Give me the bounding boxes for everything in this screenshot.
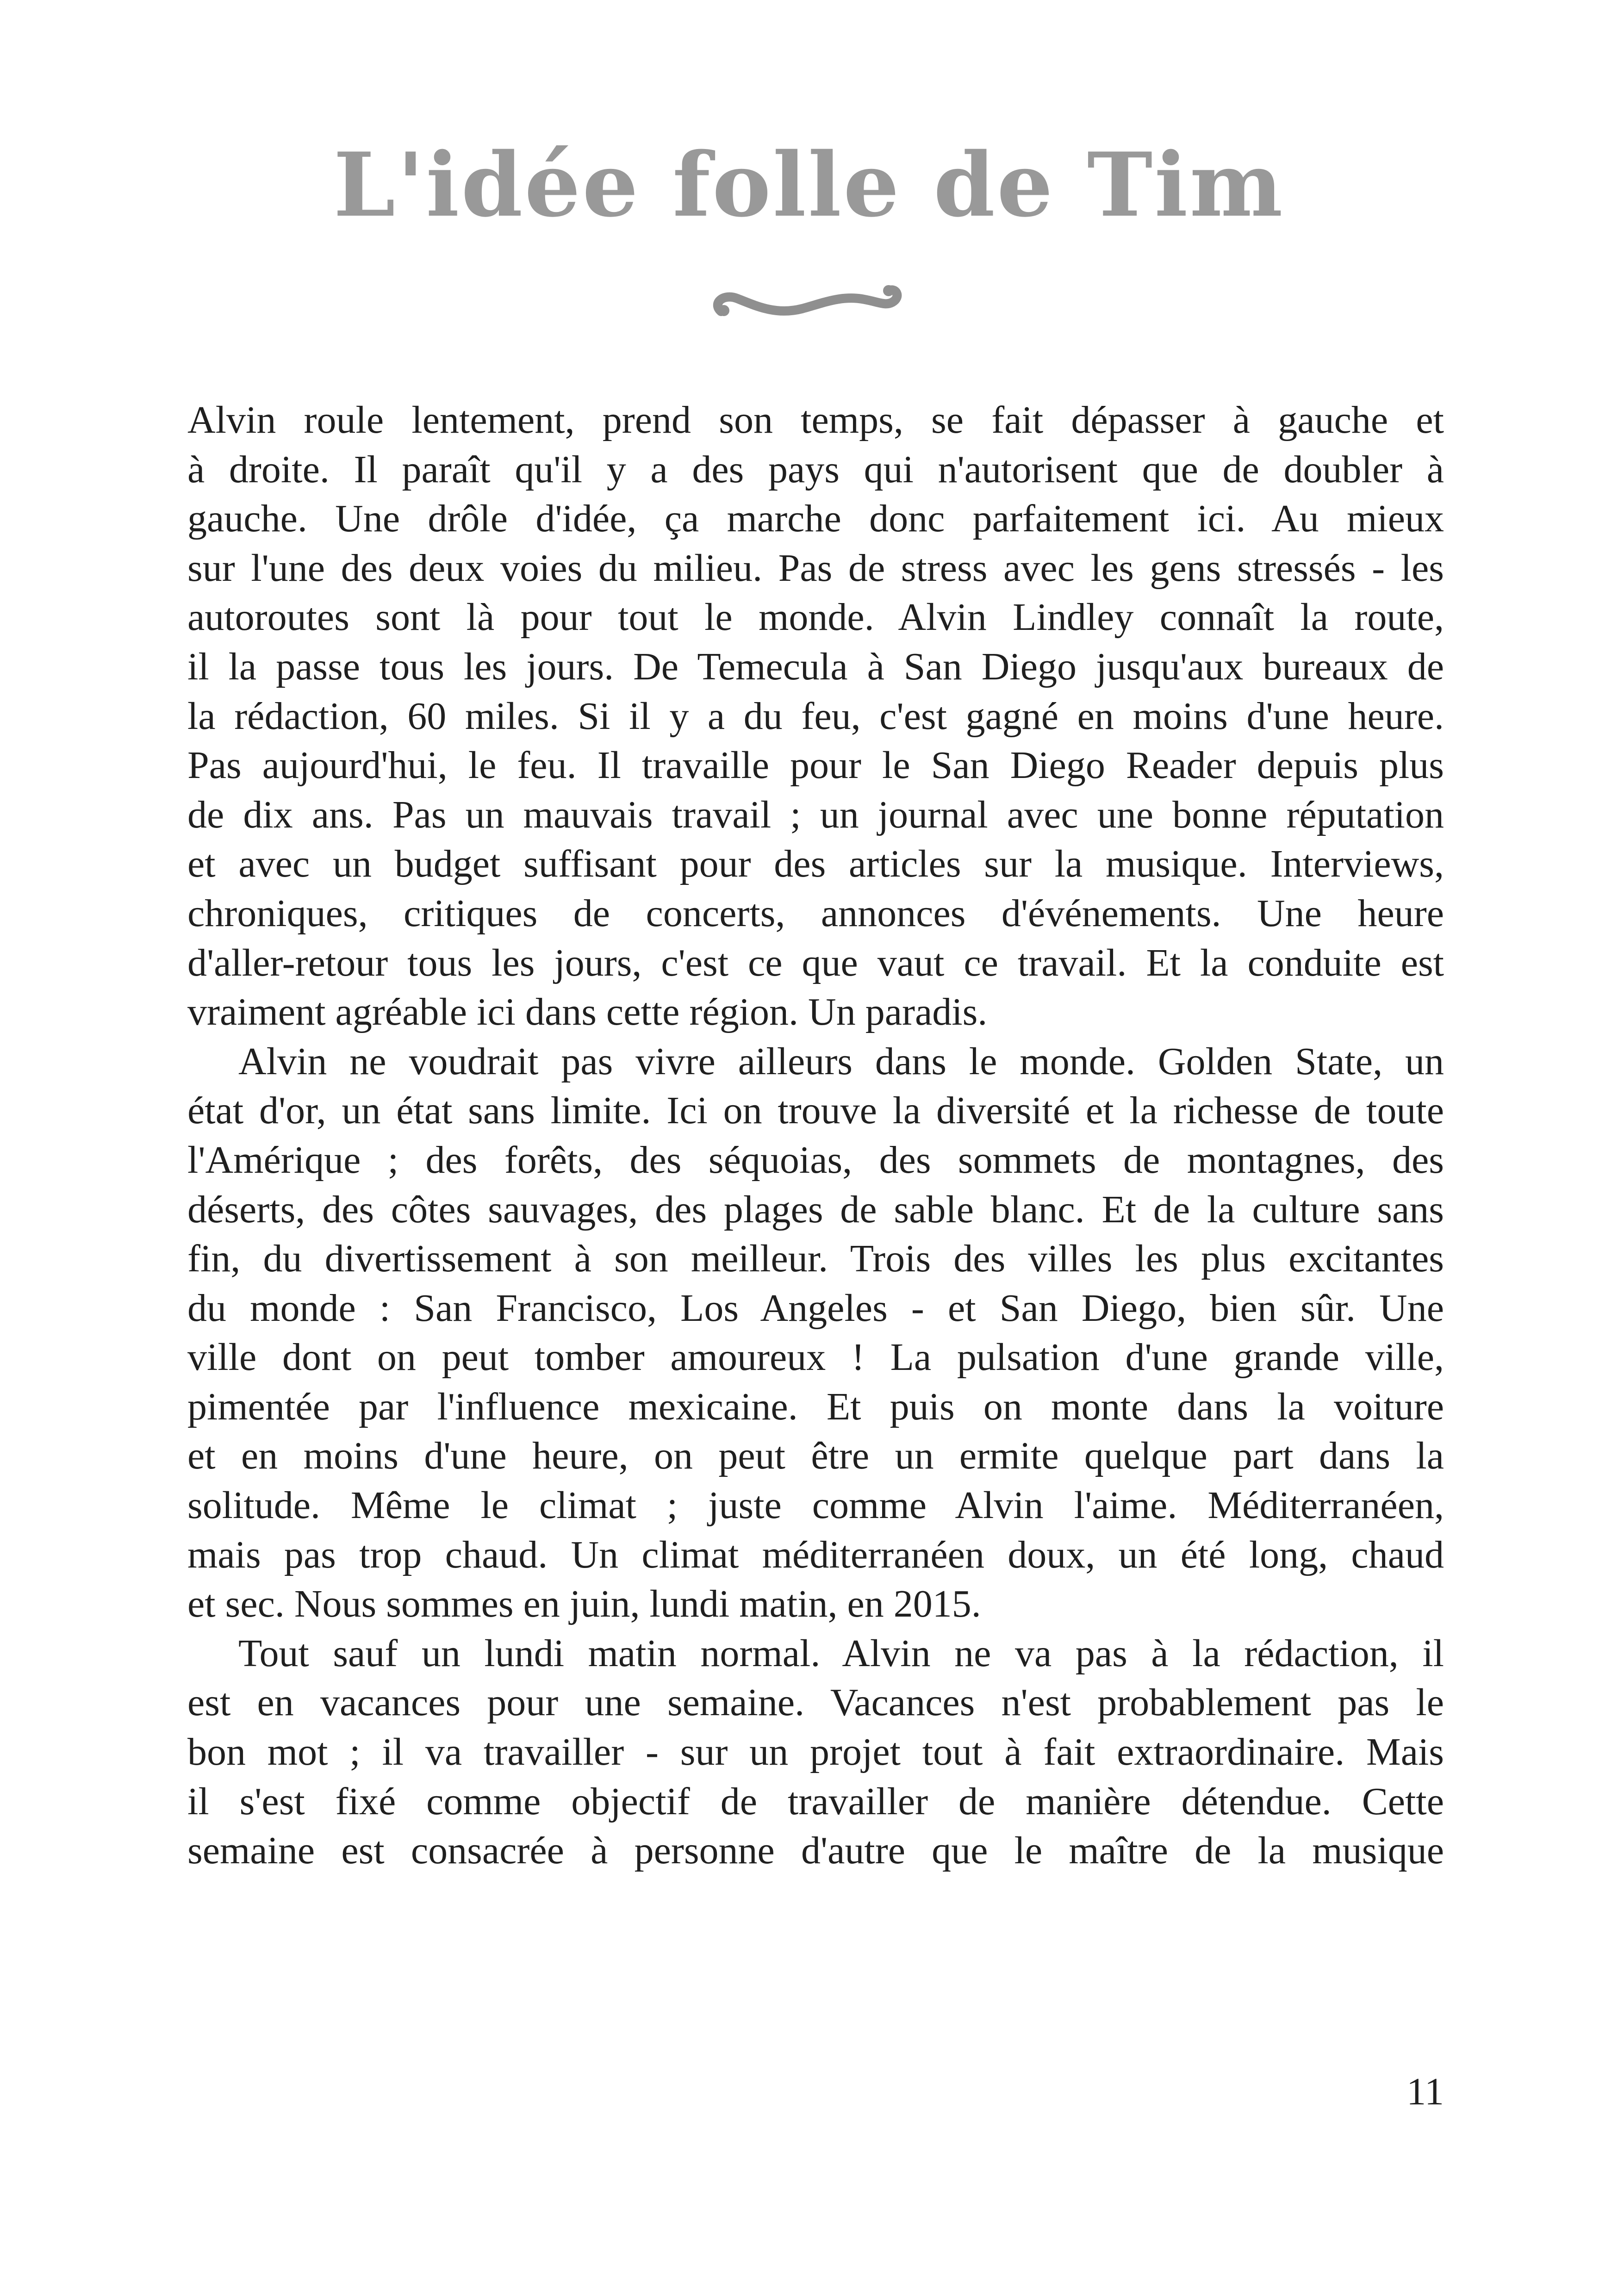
text-line: Alvin roule lentement, prend son temps, se fait dépasser à gauche et xyxy=(187,398,1444,442)
text-line: il la passe tous les jours. De Temecula à San Diego jusqu'aux bureaux de xyxy=(187,645,1444,688)
text-line: et avec un budget suffisant pour des articles sur la musique. Interviews, xyxy=(187,842,1444,886)
text-line: la rédaction, 60 miles. Si il y a du feu, c'est gagné en moins d'une heure. xyxy=(187,694,1444,738)
text-line: état d'or, un état sans limite. Ici on trouve la diversité et la richesse de toute xyxy=(187,1089,1444,1132)
text-line: d'aller-retour tous les jours, c'est ce que vaut ce travail. Et la conduite est xyxy=(187,941,1444,984)
paragraph-1 xyxy=(187,396,1444,1037)
text-line: il s'est fixé comme objectif de travailler de manière détendue. Cette xyxy=(187,1780,1444,1823)
text-line: ville dont on peut tomber amoureux ! La pulsation d'une grande ville, xyxy=(187,1336,1444,1379)
text-line: mais pas trop chaud. Un climat méditerranéen doux, un été long, chaud xyxy=(187,1533,1444,1576)
text-line: est en vacances pour une semaine. Vacances n'est probablement pas le xyxy=(187,1681,1444,1724)
text-line: à droite. Il paraît qu'il y a des pays qui n'autorisent que de doubler à xyxy=(187,448,1444,491)
text-line: pimentée par l'influence mexicaine. Et puis on monte dans la voiture xyxy=(187,1385,1444,1428)
text-line: solitude. Même le climat ; juste comme Alvin l'aime. Méditerranéen, xyxy=(187,1484,1444,1527)
text-line: autoroutes sont là pour tout le monde. Alvin Lindley connaît la route, xyxy=(187,596,1444,639)
swash-ornament-icon xyxy=(707,275,911,326)
paragraph-2 xyxy=(187,1037,1444,1629)
text-line: déserts, des côtes sauvages, des plages de sable blanc. Et de la culture sans xyxy=(187,1188,1444,1231)
text-line: et en moins d'une heure, on peut être un ermite quelque part dans la xyxy=(187,1434,1444,1478)
text-line: gauche. Une drôle d'idée, ça marche donc parfaitement ici. Au mieux xyxy=(187,497,1444,541)
text-line: Pas aujourd'hui, le feu. Il travaille pour le San Diego Reader depuis plus xyxy=(187,744,1444,787)
text-line: semaine est consacrée à personne d'autre que le maître de la musique xyxy=(187,1829,1444,1873)
page-number: 11 xyxy=(1406,2070,1444,2113)
text-line: et sec. Nous sommes en juin, lundi matin, en 2015. xyxy=(187,1582,981,1626)
text-line: de dix ans. Pas un mauvais travail ; un journal avec une bonne réputation xyxy=(187,793,1444,836)
text-line: du monde : San Francisco, Los Angeles - et San Diego, bien sûr. Une xyxy=(187,1286,1444,1330)
text-line: chroniques, critiques de concerts, annonces d'événements. Une heure xyxy=(187,891,1444,935)
chapter-title: L'idée folle de Tim xyxy=(333,133,1285,236)
text-line: Tout sauf un lundi matin normal. Alvin ne va pas à la rédaction, il xyxy=(238,1631,1444,1675)
text-line: sur l'une des deux voies du milieu. Pas de stress avec les gens stressés - les xyxy=(187,546,1444,590)
text-line: Alvin ne voudrait pas vivre ailleurs dans le monde. Golden State, un xyxy=(238,1039,1444,1083)
text-line: fin, du divertissement à son meilleur. Trois des villes les plus excitantes xyxy=(187,1237,1444,1281)
body-text xyxy=(187,396,1444,1876)
text-line: vraiment agréable ici dans cette région. Un paradis. xyxy=(187,990,988,1034)
text-line: l'Amérique ; des forêts, des séquoias, des sommets de montagnes, des xyxy=(187,1138,1444,1182)
paragraph-3 xyxy=(187,1629,1444,1876)
text-line: bon mot ; il va travailler - sur un projet tout à fait extraordinaire. Mais xyxy=(187,1730,1444,1774)
